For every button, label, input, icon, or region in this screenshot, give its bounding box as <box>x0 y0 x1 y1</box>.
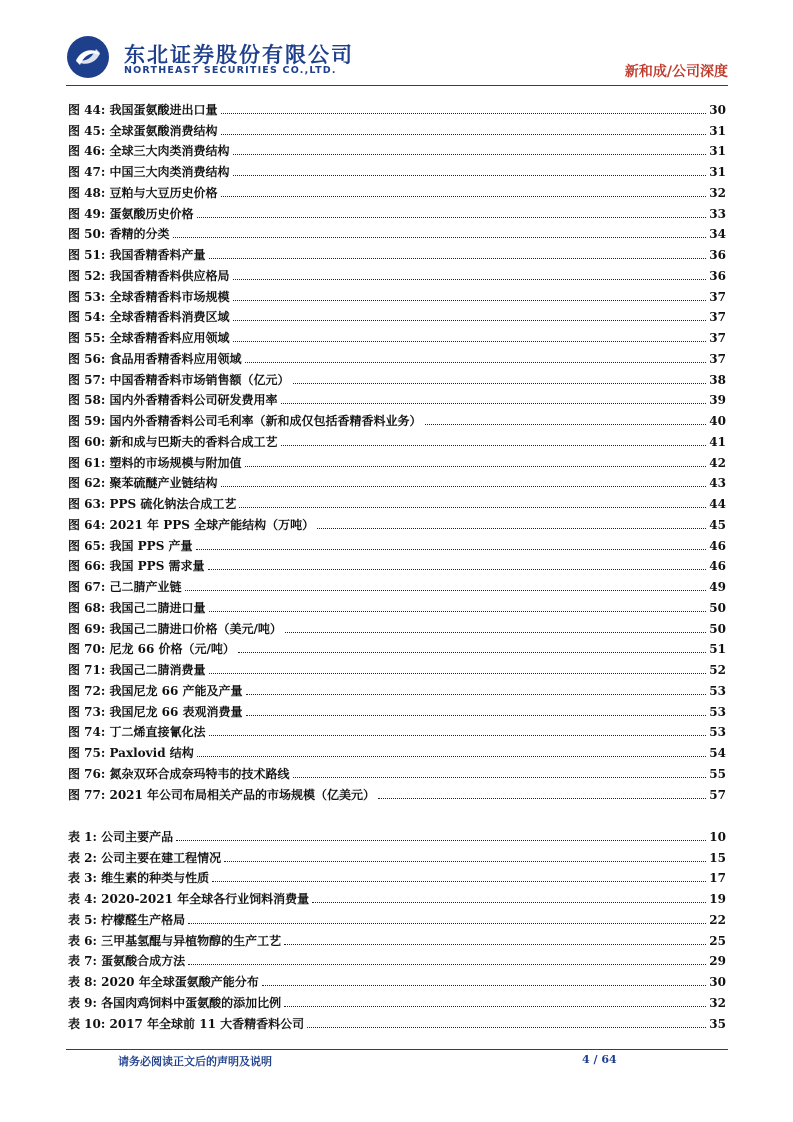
footer-divider <box>66 1049 728 1050</box>
figure-toc-entry[interactable] <box>68 96 726 117</box>
dot-leader <box>208 569 707 570</box>
table-toc-entry[interactable] <box>68 823 726 844</box>
toc-entry-label: 图 76: 氮杂双环合成奈玛特韦的技术路线 <box>68 766 290 781</box>
figure-toc-entry[interactable] <box>68 158 726 179</box>
northeast-securities-logo-icon <box>66 35 110 79</box>
toc-entry-page: 53 <box>709 725 726 740</box>
toc-entry-page: 31 <box>709 123 726 138</box>
toc-entry-label: 图 64: 2021 年 PPS 全球产能结构（万吨） <box>68 517 315 532</box>
toc-entry-label: 图 50: 香精的分类 <box>68 227 170 242</box>
toc-entry-label: 图 66: 我国 PPS 需求量 <box>68 559 205 574</box>
figure-list <box>68 96 726 802</box>
figure-toc-entry[interactable] <box>68 636 726 657</box>
toc-entry-page: 29 <box>709 954 726 969</box>
figure-toc-entry[interactable] <box>68 532 726 553</box>
dot-leader <box>233 300 707 301</box>
figure-toc-entry[interactable] <box>68 470 726 491</box>
toc-entry-label: 图 58: 国内外香精香料公司研发费用率 <box>68 393 278 408</box>
toc-entry-page: 53 <box>709 683 726 698</box>
toc-entry-page: 36 <box>709 268 726 283</box>
toc-entry-label: 图 48: 豆粕与大豆历史价格 <box>68 185 218 200</box>
dot-leader <box>284 944 706 945</box>
dot-leader <box>307 1027 706 1028</box>
figure-toc-entry[interactable] <box>68 366 726 387</box>
dot-leader <box>233 279 707 280</box>
dot-leader <box>209 258 707 259</box>
dot-leader <box>245 466 707 467</box>
figure-toc-entry[interactable] <box>68 138 726 159</box>
toc-entry-label: 图 53: 全球香精香料市场规模 <box>68 289 230 304</box>
toc-entry-page: 54 <box>709 746 726 760</box>
dot-leader <box>246 715 707 716</box>
toc-entry-page: 37 <box>709 310 726 325</box>
toc-entry-page: 35 <box>709 1016 726 1031</box>
toc-entry-page: 42 <box>709 455 726 470</box>
toc-entry-page: 57 <box>709 787 726 802</box>
dot-leader <box>233 154 707 155</box>
toc-entry-label: 图 49: 蛋氨酸历史价格 <box>68 206 194 221</box>
toc-entry-page: 50 <box>709 600 726 615</box>
dot-leader <box>317 528 706 529</box>
dot-leader <box>378 798 706 799</box>
toc-entry-label: 图 44: 我国蛋氨酸进出口量 <box>68 102 218 117</box>
toc-entry-label: 图 68: 我国己二腈进口量 <box>68 600 206 615</box>
toc-entry-label: 表 5: 柠檬醛生产格局 <box>68 912 186 927</box>
figure-toc-entry[interactable] <box>68 428 726 449</box>
toc-entry-label: 图 45: 全球蛋氨酸消费结构 <box>68 123 218 138</box>
disclaimer-note: 请务必阅读正文后的声明及说明 <box>118 1055 272 1068</box>
toc-entry-page: 22 <box>709 912 726 927</box>
dot-leader <box>212 881 706 882</box>
dot-leader <box>239 507 706 508</box>
toc-entry-label: 图 57: 中国香精香料市场销售额（亿元） <box>68 372 290 387</box>
toc-entry-label: 图 59: 国内外香精香料公司毛利率（新和成仅包括香精香料业务） <box>68 414 422 428</box>
figure-toc-entry[interactable] <box>68 656 726 677</box>
figure-toc-entry[interactable] <box>68 241 726 262</box>
toc-entry-page: 49 <box>709 580 726 594</box>
figure-toc-entry[interactable] <box>68 324 726 345</box>
toc-entry-page: 25 <box>709 933 726 948</box>
figure-toc-entry[interactable] <box>68 262 726 283</box>
header-divider <box>66 85 728 86</box>
dot-leader <box>293 383 707 384</box>
dot-leader <box>221 196 707 197</box>
toc-entry-page: 32 <box>709 185 726 200</box>
toc-entry-page: 33 <box>709 206 726 221</box>
toc-entry-label: 表 9: 各国肉鸡饲料中蛋氨酸的添加比例 <box>68 995 282 1010</box>
dot-leader <box>221 113 707 114</box>
toc-entry-page: 39 <box>709 393 726 408</box>
dot-leader <box>197 217 707 218</box>
dot-leader <box>284 1006 706 1007</box>
toc-entry-page: 46 <box>709 559 726 574</box>
figure-toc-entry[interactable] <box>68 677 726 698</box>
dot-leader <box>281 445 707 446</box>
dot-leader <box>262 985 707 986</box>
toc-entry-page: 31 <box>709 144 726 159</box>
toc-entry-page: 37 <box>709 351 726 366</box>
figure-toc-entry[interactable] <box>68 573 726 594</box>
dot-leader <box>221 486 707 487</box>
figure-toc-entry[interactable] <box>68 283 726 304</box>
figure-toc-entry[interactable] <box>68 615 726 636</box>
toc-entry-page: 31 <box>709 165 726 179</box>
figure-toc-entry[interactable] <box>68 594 726 615</box>
table-list <box>68 823 726 1031</box>
toc-entry-label: 图 74: 丁二烯直接氰化法 <box>68 725 206 740</box>
toc-entry-label: 图 69: 我国己二腈进口价格（美元/吨） <box>68 621 282 636</box>
figure-toc-entry[interactable] <box>68 511 726 532</box>
table-toc-entry[interactable] <box>68 844 726 865</box>
dot-leader <box>425 424 707 425</box>
toc-entry-page: 30 <box>709 975 726 989</box>
table-toc-entry[interactable] <box>68 865 726 886</box>
document-type: 新和成/公司深度 <box>624 64 728 80</box>
toc-entry-label: 图 51: 我国香精香料产量 <box>68 248 206 262</box>
figure-toc-entry[interactable] <box>68 179 726 200</box>
toc-entry-label: 表 1: 公司主要产品 <box>68 829 174 844</box>
toc-entry-label: 图 56: 食品用香精香料应用领域 <box>68 351 242 366</box>
toc-entry-label: 图 54: 全球香精香料消费区域 <box>68 310 230 325</box>
dot-leader <box>209 611 707 612</box>
table-toc-entry[interactable] <box>68 906 726 927</box>
figure-toc-entry[interactable] <box>68 739 726 760</box>
toc-entry-page: 51 <box>709 642 726 657</box>
toc-entry-page: 10 <box>709 829 726 844</box>
toc-entry-label: 图 67: 己二腈产业链 <box>68 580 182 594</box>
toc-entry-label: 图 47: 中国三大肉类消费结构 <box>68 165 230 179</box>
toc-entry-page: 44 <box>709 497 726 511</box>
toc-entry-page: 55 <box>709 766 726 781</box>
toc-entry-label: 表 6: 三甲基氢醌与异植物醇的生产工艺 <box>68 933 282 948</box>
dot-leader <box>233 341 707 342</box>
dot-leader <box>233 320 707 321</box>
figure-toc-entry[interactable] <box>68 221 726 242</box>
toc-entry-label: 图 71: 我国己二腈消费量 <box>68 663 206 677</box>
toc-entry-page: 52 <box>709 663 726 677</box>
toc-entry-label: 图 52: 我国香精香料供应格局 <box>68 268 230 283</box>
toc-entry-page: 41 <box>709 434 726 449</box>
toc-entry-page: 37 <box>709 289 726 304</box>
dot-leader <box>238 652 706 653</box>
toc-entry-label: 图 73: 我国尼龙 66 表观消费量 <box>68 704 243 719</box>
toc-entry-page: 34 <box>709 227 726 242</box>
toc-entry-page: 50 <box>709 621 726 636</box>
toc-entry-page: 17 <box>709 871 726 886</box>
toc-entry-label: 表 4: 2020-2021 年全球各行业饲料消费量 <box>68 892 310 906</box>
toc-entry-page: 46 <box>709 538 726 553</box>
toc-entry-label: 图 75: Paxlovid 结构 <box>68 746 194 760</box>
figure-toc-entry[interactable] <box>68 449 726 470</box>
brand-name-en: NORTHEAST SECURITIES CO.,LTD. <box>124 65 337 76</box>
toc-entry-label: 图 65: 我国 PPS 产量 <box>68 538 193 553</box>
figure-toc-entry[interactable] <box>68 117 726 138</box>
toc-entry-label: 图 63: PPS 硫化钠法合成工艺 <box>68 497 237 511</box>
table-toc-entry[interactable] <box>68 927 726 948</box>
page-number: 4 / 64 <box>582 1053 617 1066</box>
dot-leader <box>221 134 707 135</box>
toc-entry-page: 38 <box>709 372 726 387</box>
figure-toc-entry[interactable] <box>68 760 726 781</box>
toc-entry-label: 图 46: 全球三大肉类消费结构 <box>68 144 230 159</box>
toc-entry-page: 40 <box>709 414 726 428</box>
dot-leader <box>245 362 707 363</box>
toc-entry-label: 图 60: 新和成与巴斯夫的香料合成工艺 <box>68 434 278 449</box>
dot-leader <box>196 549 707 550</box>
toc-entry-page: 15 <box>709 850 726 865</box>
toc-entry-label: 表 8: 2020 年全球蛋氨酸产能分布 <box>68 975 259 989</box>
table-toc-entry[interactable] <box>68 1010 726 1031</box>
figure-toc-entry[interactable] <box>68 490 726 511</box>
dot-leader <box>293 777 707 778</box>
dot-leader <box>209 673 707 674</box>
dot-leader <box>224 861 706 862</box>
table-toc-entry[interactable] <box>68 968 726 989</box>
toc-entry-label: 图 77: 2021 年公司布局相关产品的市场规模（亿美元） <box>68 787 376 802</box>
dot-leader <box>173 237 707 238</box>
figure-toc-entry[interactable] <box>68 200 726 221</box>
dot-leader <box>246 694 707 695</box>
toc-entry-page: 45 <box>709 517 726 532</box>
toc-entry-label: 图 55: 全球香精香料应用领域 <box>68 331 230 345</box>
figure-toc-entry[interactable] <box>68 304 726 325</box>
toc-entry-page: 53 <box>709 704 726 719</box>
figure-toc-entry[interactable] <box>68 698 726 719</box>
toc-entry-page: 32 <box>709 995 726 1010</box>
toc-entry-label: 图 70: 尼龙 66 价格（元/吨） <box>68 642 235 657</box>
figure-toc-entry[interactable] <box>68 553 726 574</box>
toc-entry-page: 36 <box>709 248 726 262</box>
toc-entry-page: 19 <box>709 892 726 906</box>
figure-toc-entry[interactable] <box>68 719 726 740</box>
toc-entry-label: 表 10: 2017 年全球前 11 大香精香料公司 <box>68 1016 305 1031</box>
figure-toc-entry[interactable] <box>68 407 726 428</box>
page-header <box>66 33 728 85</box>
toc-entry-label: 图 72: 我国尼龙 66 产能及产量 <box>68 683 243 698</box>
toc-entry-page: 43 <box>709 476 726 491</box>
figure-toc-entry[interactable] <box>68 781 726 802</box>
dot-leader <box>185 590 707 591</box>
dot-leader <box>312 902 706 903</box>
dot-leader <box>233 175 707 176</box>
toc-entry-label: 表 7: 蛋氨酸合成方法 <box>68 954 186 969</box>
toc-entry-label: 表 2: 公司主要在建工程情况 <box>68 850 222 865</box>
toc-entry-label: 图 61: 塑料的市场规模与附加值 <box>68 455 242 470</box>
dot-leader <box>197 756 707 757</box>
dot-leader <box>188 923 706 924</box>
table-toc-entry[interactable] <box>68 885 726 906</box>
dot-leader <box>285 632 706 633</box>
figure-toc-entry[interactable] <box>68 345 726 366</box>
toc-entry-page: 30 <box>709 102 726 117</box>
dot-leader <box>176 840 706 841</box>
table-toc-entry[interactable] <box>68 989 726 1010</box>
figure-toc-entry[interactable] <box>68 387 726 408</box>
dot-leader <box>209 735 707 736</box>
dot-leader <box>281 403 707 404</box>
dot-leader <box>188 964 706 965</box>
toc-entry-page: 37 <box>709 331 726 345</box>
brand-name-cn: 东北证券股份有限公司 <box>124 43 354 67</box>
toc-entry-label: 图 62: 聚苯硫醚产业链结构 <box>68 476 218 491</box>
table-toc-entry[interactable] <box>68 948 726 969</box>
toc-entry-label: 表 3: 维生素的种类与性质 <box>68 871 210 886</box>
